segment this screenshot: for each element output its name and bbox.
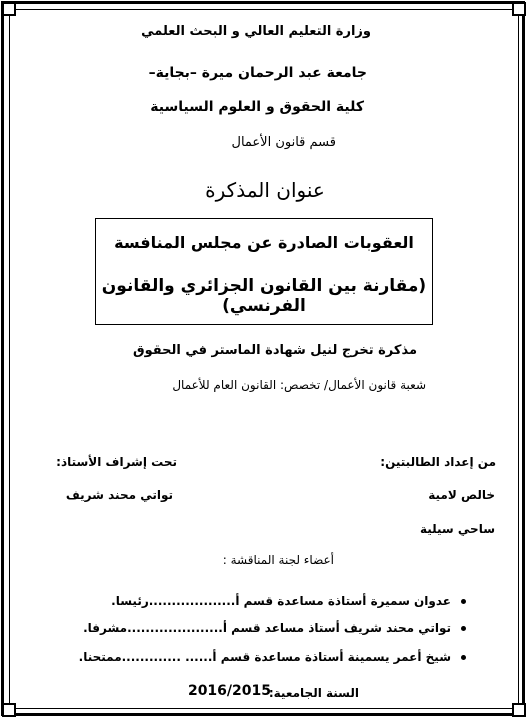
memo-heading: عنوان المذكرة (205, 178, 325, 202)
committee-member-text: عدوان سميرة أستاذة مساعدة قسم أ...................رئيسا. (111, 594, 451, 608)
border-corner-ornament (2, 703, 16, 717)
bullet-icon (461, 599, 466, 604)
academic-year-label: السنة الجامعية: (268, 686, 359, 700)
student-name: ساحي سيلية (419, 522, 495, 536)
department-name: قسم قانون الأعمال (231, 135, 336, 150)
border-corner-ornament (512, 2, 526, 16)
thesis-title: العقوبات الصادرة عن مجلس المنافسة (114, 233, 414, 252)
degree-statement: مذكرة تخرج لنيل شهادة الماستر في الحقوق (132, 343, 417, 358)
supervision-label: تحت إشراف الأستاذ: (56, 455, 177, 469)
committee-member (111, 594, 466, 608)
committee-member-text: شيخ أعمر يسمينة أستاذة مساعدة قسم أ...... .............ممتحنا. (78, 650, 451, 664)
committee-member (79, 650, 466, 664)
ministry-name: وزارة التعليم العالي و البحث العلمي (141, 24, 371, 39)
prepared-by-label: من إعداد الطالبتين: (380, 455, 496, 469)
thesis-subtitle: (مقارنة بين القانون الجزائري والقانون الفرنسي) (101, 276, 427, 316)
committee-member (83, 621, 466, 635)
bullet-icon (461, 655, 466, 660)
supervisor-name: تواتي محند شريف (65, 488, 173, 502)
student-name: خالص لامية (428, 488, 495, 502)
thesis-title-box (95, 218, 433, 325)
university-name: جامعة عبد الرحمان ميرة –بجاية– (148, 65, 367, 81)
bullet-icon (461, 626, 466, 631)
academic-year-value: 2016/2015 (187, 683, 271, 699)
border-corner-ornament (2, 2, 16, 16)
specialty-line: شعبة قانون الأعمال/ تخصص: القانون العام للأعمال (172, 378, 426, 392)
committee-member-text: تواتي محند شريف أستاذ مساعد قسم أ.....................مشرفا. (83, 621, 451, 635)
border-corner-ornament (512, 703, 526, 717)
committee-label: أعضاء لجنة المناقشة : (222, 553, 334, 567)
faculty-name: كلية الحقوق و العلوم السياسية (150, 99, 364, 115)
